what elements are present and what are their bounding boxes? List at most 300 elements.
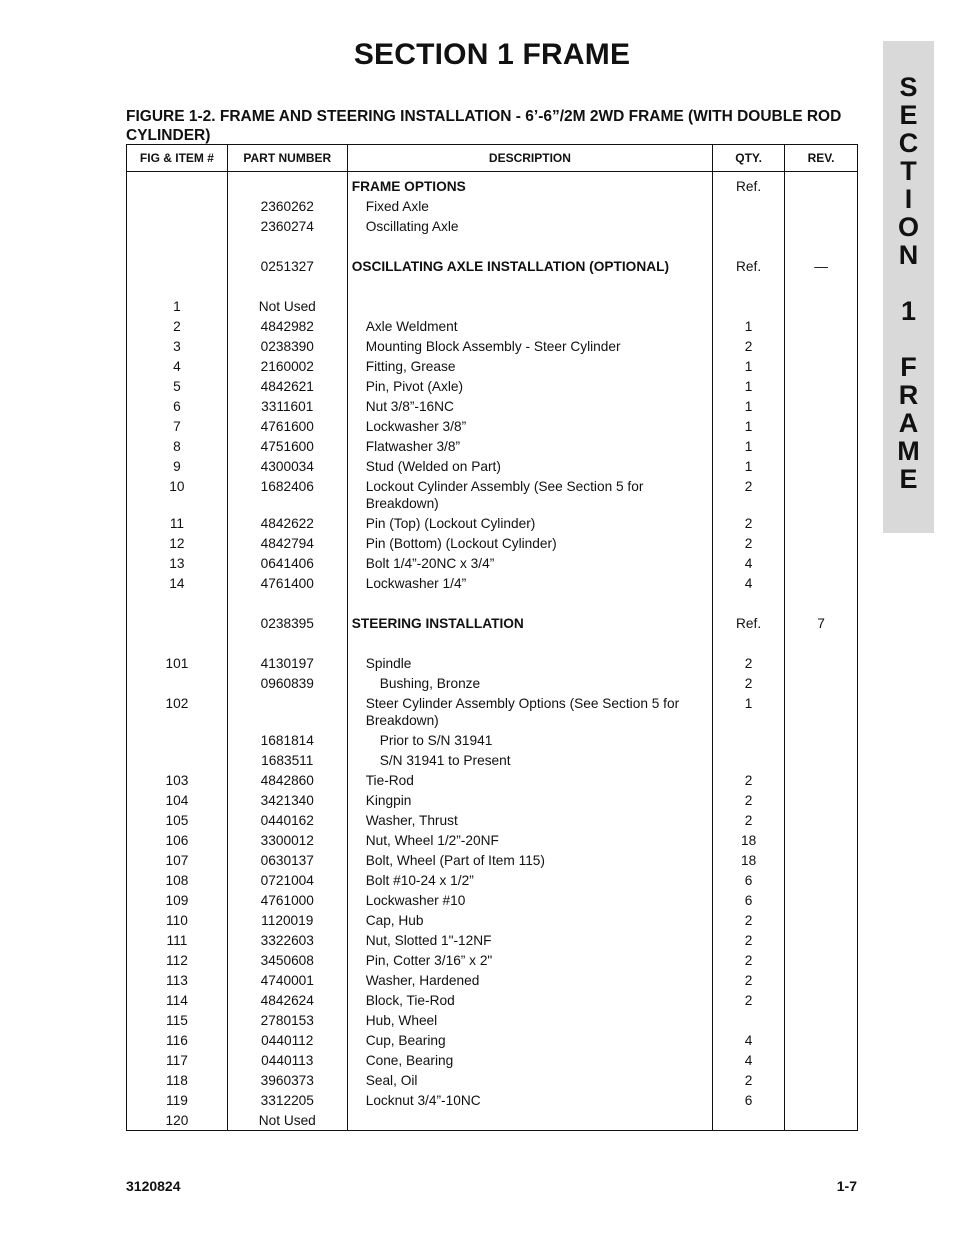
rev-cell-text (785, 1030, 857, 1033)
rev-cell-text (785, 790, 857, 793)
description-cell-text: Fixed Axle (365, 198, 429, 214)
table-row (127, 950, 858, 970)
part-number-cell (227, 1010, 347, 1030)
section-title: SECTION 1 FRAME (353, 38, 631, 71)
part-number-cell (227, 236, 347, 256)
description-cell (347, 396, 712, 416)
part-number-cell (227, 476, 347, 513)
description-cell (347, 216, 712, 236)
rev-cell-text (785, 910, 857, 913)
qty-cell (713, 1110, 785, 1131)
rev-cell-text (785, 830, 857, 833)
part-number-cell (227, 573, 347, 593)
table-header-row (127, 145, 858, 172)
description-cell (347, 673, 712, 693)
rev-cell-text (785, 1090, 857, 1093)
rev-cell-text (785, 970, 857, 973)
table-row (127, 396, 858, 416)
description-cell (347, 196, 712, 216)
rev-cell (785, 810, 858, 830)
fig-item-cell (127, 533, 228, 553)
rev-cell (785, 416, 858, 436)
table-row (127, 810, 858, 830)
qty-cell (713, 970, 785, 990)
description-cell (347, 416, 712, 436)
table-row (127, 356, 858, 376)
part-number-cell (227, 693, 347, 730)
fig-item-cell (127, 196, 228, 216)
fig-item-cell-text: 108 (165, 872, 189, 888)
side-tab-letter: A (898, 408, 919, 438)
fig-item-cell (127, 553, 228, 573)
qty-cell-text: 4 (744, 1052, 753, 1068)
description-cell-text: Nut, Wheel 1/2”-20NF (365, 832, 499, 848)
qty-cell-text: 4 (744, 555, 753, 571)
table-row (127, 673, 858, 693)
description-cell (347, 236, 712, 256)
rev-cell (785, 770, 858, 790)
description-cell (347, 172, 712, 197)
fig-item-cell (127, 1070, 228, 1090)
rev-cell (785, 830, 858, 850)
rev-cell-text (785, 693, 857, 696)
part-number-cell (227, 730, 347, 750)
rev-cell-text (785, 990, 857, 993)
side-tab-letter: E (899, 464, 918, 494)
description-cell (347, 810, 712, 830)
part-number-cell-text: 4130197 (260, 655, 314, 671)
description-cell-text: Stud (Welded on Part) (365, 458, 501, 474)
qty-cell-text: 1 (744, 458, 753, 474)
description-cell-text: Pin (Bottom) (Lockout Cylinder) (365, 535, 557, 551)
part-number-cell (227, 533, 347, 553)
part-number-cell (227, 296, 347, 316)
table-row (127, 256, 858, 276)
fig-item-cell (127, 456, 228, 476)
fig-item-cell (127, 216, 228, 236)
qty-cell (713, 750, 785, 770)
description-cell-text: S/N 31941 to Present (379, 752, 511, 768)
table-row (127, 296, 858, 316)
qty-cell (713, 890, 785, 910)
rev-cell-text (785, 336, 857, 339)
description-cell-text: Flatwasher 3/8” (365, 438, 461, 454)
description-cell (347, 316, 712, 336)
rev-cell (785, 850, 858, 870)
qty-cell-text: 4 (744, 575, 753, 591)
part-number-cell-text: 4842622 (260, 515, 314, 531)
table-row (127, 216, 858, 236)
description-cell (347, 336, 712, 356)
qty-cell (713, 276, 785, 296)
part-number-cell-text: 1682406 (260, 478, 314, 494)
description-cell (347, 870, 712, 890)
rev-cell (785, 890, 858, 910)
rev-cell (785, 790, 858, 810)
qty-cell (713, 573, 785, 593)
rev-cell-text (785, 653, 857, 656)
table-spacer-row (127, 276, 858, 296)
part-number-cell-text: 1120019 (261, 912, 314, 928)
qty-cell-text: 2 (744, 772, 753, 788)
description-cell (347, 513, 712, 533)
rev-cell (785, 236, 858, 256)
fig-item-cell-text: 103 (165, 772, 189, 788)
table-row (127, 196, 858, 216)
rev-cell-text (785, 436, 857, 439)
qty-cell-text: 2 (744, 992, 753, 1008)
description-cell-text: Cone, Bearing (365, 1052, 454, 1068)
part-number-cell (227, 553, 347, 573)
description-cell-text: Axle Weldment (365, 318, 458, 334)
table-spacer-row (127, 236, 858, 256)
qty-cell (713, 910, 785, 930)
rev-cell (785, 456, 858, 476)
fig-item-cell (127, 593, 228, 613)
description-cell-text: Bolt, Wheel (Part of Item 115) (365, 852, 545, 868)
rev-cell (785, 990, 858, 1010)
fig-item-cell-text (127, 176, 227, 179)
fig-item-cell-text (127, 256, 227, 259)
qty-cell (713, 553, 785, 573)
table-row (127, 693, 858, 730)
fig-item-cell-text: 14 (169, 575, 185, 591)
description-cell-text: Tie-Rod (365, 772, 414, 788)
side-tab-letter: R (898, 380, 919, 410)
fig-item-cell (127, 396, 228, 416)
part-number-cell (227, 750, 347, 770)
header-rev: REV. (785, 145, 858, 172)
part-number-cell (227, 416, 347, 436)
description-cell (347, 436, 712, 456)
qty-cell-text (713, 296, 784, 299)
description-cell-text: Mounting Block Assembly - Steer Cylinder (365, 338, 621, 354)
fig-item-cell (127, 1010, 228, 1030)
description-cell (347, 653, 712, 673)
description-cell-text: Hub, Wheel (365, 1012, 438, 1028)
fig-item-cell (127, 633, 228, 653)
part-number-cell-text: 3421340 (260, 792, 314, 808)
part-number-cell-text: 0440113 (261, 1052, 314, 1068)
fig-item-cell (127, 730, 228, 750)
qty-cell-text: 1 (744, 378, 753, 394)
fig-item-cell (127, 1110, 228, 1131)
rev-cell (785, 970, 858, 990)
rev-cell (785, 693, 858, 730)
fig-item-cell (127, 910, 228, 930)
part-number-cell (227, 1110, 347, 1131)
part-number-cell-text: 0721004 (260, 872, 314, 888)
part-number-cell-text: 4842982 (260, 318, 314, 334)
rev-cell-text (785, 850, 857, 853)
description-cell (347, 296, 712, 316)
fig-item-cell-text: 13 (169, 555, 185, 571)
qty-cell (713, 256, 785, 276)
rev-cell (785, 276, 858, 296)
description-cell (347, 613, 712, 633)
description-cell-text: Bushing, Bronze (379, 675, 481, 691)
description-cell-text: Steer Cylinder Assembly Options (See Section 5 for Breakdown) (365, 695, 680, 728)
part-number-cell-text: 4842794 (260, 535, 314, 551)
part-number-cell-text: 0238395 (260, 615, 314, 631)
fig-item-cell-text (127, 673, 227, 676)
fig-item-cell (127, 573, 228, 593)
description-cell-text: Cap, Hub (365, 912, 424, 928)
description-cell (347, 573, 712, 593)
rev-cell-text (785, 1010, 857, 1013)
fig-item-cell (127, 810, 228, 830)
fig-item-cell-text: 7 (173, 418, 181, 434)
fig-item-cell-text: 102 (165, 695, 189, 711)
qty-cell (713, 316, 785, 336)
table-row (127, 513, 858, 533)
qty-cell (713, 633, 785, 653)
rev-cell (785, 533, 858, 553)
fig-item-cell (127, 236, 228, 256)
qty-cell-text: 2 (744, 932, 753, 948)
part-number-cell (227, 930, 347, 950)
part-number-cell (227, 316, 347, 336)
description-cell (347, 256, 712, 276)
fig-item-cell (127, 673, 228, 693)
fig-item-cell (127, 890, 228, 910)
fig-item-cell-text: 104 (165, 792, 189, 808)
rev-cell-text (785, 1070, 857, 1073)
rev-cell-text (785, 553, 857, 556)
table-row (127, 1070, 858, 1090)
part-number-cell-text: 4751600 (260, 438, 314, 454)
table-row (127, 770, 858, 790)
description-cell (347, 830, 712, 850)
description-cell-text: Bolt 1/4”-20NC x 3/4” (365, 555, 495, 571)
part-number-cell-text: 4761600 (260, 418, 314, 434)
part-number-cell-text: 4761400 (260, 575, 314, 591)
description-cell (347, 693, 712, 730)
rev-cell (785, 930, 858, 950)
qty-cell-text: 2 (744, 792, 753, 808)
fig-item-cell (127, 172, 228, 197)
rev-cell (785, 436, 858, 456)
table-row (127, 613, 858, 633)
rev-cell-text (785, 1110, 857, 1113)
table-row (127, 750, 858, 770)
description-cell (347, 456, 712, 476)
description-cell (347, 910, 712, 930)
rev-cell-text (785, 930, 857, 933)
qty-cell (713, 593, 785, 613)
qty-cell-text: 1 (744, 695, 753, 711)
rev-cell (785, 910, 858, 930)
qty-cell-text: 18 (740, 832, 757, 848)
rev-cell (785, 376, 858, 396)
description-cell (347, 356, 712, 376)
table-row (127, 573, 858, 593)
part-number-cell (227, 910, 347, 930)
qty-cell (713, 1050, 785, 1070)
qty-cell (713, 356, 785, 376)
description-cell (347, 1110, 712, 1131)
description-cell (347, 1050, 712, 1070)
fig-item-cell (127, 850, 228, 870)
description-cell (347, 376, 712, 396)
qty-cell (713, 436, 785, 456)
rev-cell (785, 256, 858, 276)
description-cell (347, 730, 712, 750)
part-number-cell-text: 0238390 (260, 338, 314, 354)
qty-cell (713, 950, 785, 970)
qty-cell-text (713, 216, 784, 219)
rev-cell-text (785, 176, 857, 179)
description-cell-text: Lockout Cylinder Assembly (See Section 5 for Breakdown) (365, 478, 644, 511)
qty-cell-text: Ref. (736, 615, 762, 631)
description-cell-text: Pin, Cotter 3/16” x 2" (365, 952, 493, 968)
header-fig-item: FIG & ITEM # (127, 145, 228, 172)
fig-item-cell (127, 376, 228, 396)
fig-item-cell (127, 930, 228, 950)
rev-cell (785, 513, 858, 533)
description-cell (347, 593, 712, 613)
part-number-cell-text: 4842621 (260, 378, 314, 394)
description-cell-text (348, 1110, 712, 1113)
fig-item-cell-text: 12 (169, 535, 185, 551)
part-number-cell-text: 3960373 (260, 1072, 314, 1088)
description-cell-text: Cup, Bearing (365, 1032, 446, 1048)
header-part-number: PART NUMBER (227, 145, 347, 172)
part-number-cell (227, 196, 347, 216)
rev-cell (785, 730, 858, 750)
part-number-cell (227, 336, 347, 356)
fig-item-cell (127, 1050, 228, 1070)
fig-item-cell (127, 416, 228, 436)
rev-cell (785, 356, 858, 376)
side-tab-letter: M (897, 436, 920, 466)
rev-cell-text (785, 196, 857, 199)
rev-cell (785, 673, 858, 693)
table-row (127, 1030, 858, 1050)
description-cell-text: Pin, Pivot (Axle) (365, 378, 464, 394)
rev-cell (785, 870, 858, 890)
rev-cell-text (785, 730, 857, 733)
rev-cell (785, 950, 858, 970)
fig-item-cell (127, 356, 228, 376)
rev-cell-text (785, 296, 857, 299)
table-row (127, 416, 858, 436)
rev-cell (785, 1050, 858, 1070)
table-row (127, 1050, 858, 1070)
qty-cell (713, 653, 785, 673)
table-row (127, 830, 858, 850)
rev-cell (785, 573, 858, 593)
part-number-cell (227, 1050, 347, 1070)
part-number-cell (227, 990, 347, 1010)
table-row (127, 172, 858, 197)
description-cell-text: Bolt #10-24 x 1/2” (365, 872, 474, 888)
part-number-cell (227, 513, 347, 533)
fig-item-cell-text: 114 (166, 992, 188, 1008)
fig-item-cell-text: 6 (173, 398, 181, 414)
fig-item-cell-text: 112 (166, 952, 188, 968)
qty-cell-text (713, 750, 784, 753)
fig-item-cell (127, 830, 228, 850)
description-cell-text: Pin (Top) (Lockout Cylinder) (365, 515, 536, 531)
description-cell-text: Nut 3/8”-16NC (365, 398, 454, 414)
fig-item-cell-text (127, 750, 227, 753)
part-number-cell-text: 4842860 (260, 772, 314, 788)
part-number-cell-text: 3322603 (260, 932, 314, 948)
qty-cell (713, 476, 785, 513)
table-row (127, 1110, 858, 1131)
qty-cell-text: 2 (744, 972, 753, 988)
part-number-cell (227, 810, 347, 830)
rev-cell (785, 336, 858, 356)
table-row (127, 1090, 858, 1110)
rev-cell (785, 316, 858, 336)
table-row (127, 990, 858, 1010)
description-cell (347, 1030, 712, 1050)
description-cell (347, 770, 712, 790)
fig-item-cell (127, 1030, 228, 1050)
figure-title: FIGURE 1-2. FRAME AND STEERING INSTALLATION - 6’-6”/2M 2WD FRAME (WITH DOUBLE ROD CYLINDER) (126, 108, 842, 144)
rev-cell (785, 1090, 858, 1110)
description-cell-text: Locknut 3/4”-10NC (365, 1092, 481, 1108)
description-cell-text: Lockwasher 1/4” (365, 575, 467, 591)
fig-item-cell (127, 513, 228, 533)
parts-table (126, 144, 858, 1131)
fig-item-cell-text: 110 (166, 912, 188, 928)
side-tab-letter: I (904, 184, 913, 214)
qty-cell-text: 2 (744, 675, 753, 691)
qty-cell-text: 1 (744, 418, 753, 434)
qty-cell-text: 2 (744, 535, 753, 551)
description-cell (347, 750, 712, 770)
qty-cell-text: 6 (744, 892, 753, 908)
rev-cell-text (785, 673, 857, 676)
rev-cell-text (785, 750, 857, 753)
qty-cell-text: Ref. (736, 258, 762, 274)
part-number-cell (227, 633, 347, 653)
qty-cell (713, 770, 785, 790)
header-qty: QTY. (713, 145, 785, 172)
description-cell-text: Nut, Slotted 1"-12NF (365, 932, 492, 948)
rev-cell (785, 750, 858, 770)
qty-cell-text: 4 (744, 1032, 753, 1048)
page-number: 1-7 (836, 1178, 857, 1194)
rev-cell-text (785, 216, 857, 219)
fig-item-cell-text: 3 (173, 338, 181, 354)
description-cell-text: Oscillating Axle (365, 218, 459, 234)
rev-cell (785, 296, 858, 316)
table-row (127, 930, 858, 950)
rev-cell (785, 172, 858, 197)
part-number-cell (227, 216, 347, 236)
rev-cell (785, 396, 858, 416)
qty-cell (713, 172, 785, 197)
fig-item-cell-text: 105 (165, 812, 189, 828)
description-cell-text: OSCILLATING AXLE INSTALLATION (OPTIONAL) (351, 258, 670, 274)
description-cell-text: Washer, Thrust (365, 812, 458, 828)
description-cell-text: Lockwasher 3/8” (365, 418, 467, 434)
part-number-cell-text (228, 176, 347, 179)
fig-item-cell (127, 436, 228, 456)
rev-cell-text (785, 810, 857, 813)
description-cell-text: STEERING INSTALLATION (351, 615, 524, 631)
qty-cell-text: 6 (744, 872, 753, 888)
part-number-cell-text: Not Used (258, 1112, 316, 1128)
fig-item-cell-text: 111 (166, 932, 188, 948)
qty-cell-text: 18 (740, 852, 757, 868)
description-cell-text: Spindle (365, 655, 412, 671)
qty-cell-text: 1 (744, 438, 753, 454)
